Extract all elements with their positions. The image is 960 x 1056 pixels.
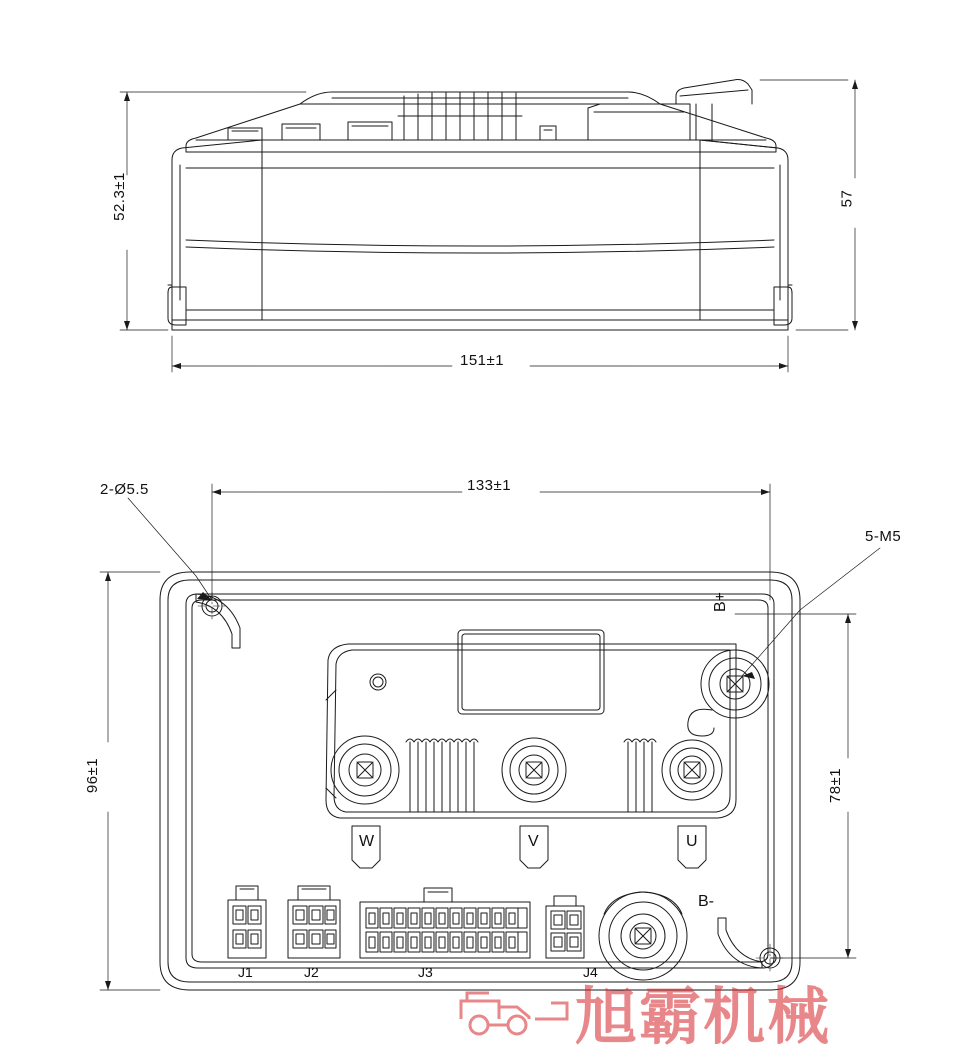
watermark-text: 旭霸机械 xyxy=(575,980,832,1053)
callout-mounting-holes: 2-Ø5.5 xyxy=(100,481,149,498)
connector-j4 xyxy=(546,896,584,958)
b-minus-terminal xyxy=(599,892,687,980)
dim-width-overall: 96±1 xyxy=(84,757,102,794)
phase-terminal-v xyxy=(502,738,566,802)
connector-j1 xyxy=(228,886,266,958)
dim-hole-spacing-width: 133±1 xyxy=(467,477,512,494)
label-b-plus: B+ xyxy=(712,591,729,612)
side-view-dimensions xyxy=(120,80,858,372)
phase-terminal-u xyxy=(662,740,722,800)
label-phase-v: V xyxy=(528,833,539,850)
connector-j2 xyxy=(288,886,340,958)
phase-terminal-w xyxy=(331,736,399,804)
label-phase-u: U xyxy=(686,833,698,850)
label-connector-j1: J1 xyxy=(238,964,253,980)
callout-terminal-screws: 5-M5 xyxy=(865,528,902,545)
label-connector-j3: J3 xyxy=(418,964,433,980)
dim-hole-spacing-height: 78±1 xyxy=(827,767,845,804)
dim-length-overall: 151±1 xyxy=(460,352,505,369)
b-plus-terminal xyxy=(688,650,769,736)
top-view-geometry xyxy=(160,572,800,990)
side-view-geometry xyxy=(168,80,792,331)
label-b-minus: B- xyxy=(698,893,714,910)
dim-height-right: 57 xyxy=(838,189,856,208)
connector-j3 xyxy=(360,888,530,958)
label-connector-j2: J2 xyxy=(304,964,319,980)
label-phase-w: W xyxy=(359,833,375,850)
label-connector-j4: J4 xyxy=(583,964,598,980)
dim-height-left: 52.3±1 xyxy=(110,172,128,221)
